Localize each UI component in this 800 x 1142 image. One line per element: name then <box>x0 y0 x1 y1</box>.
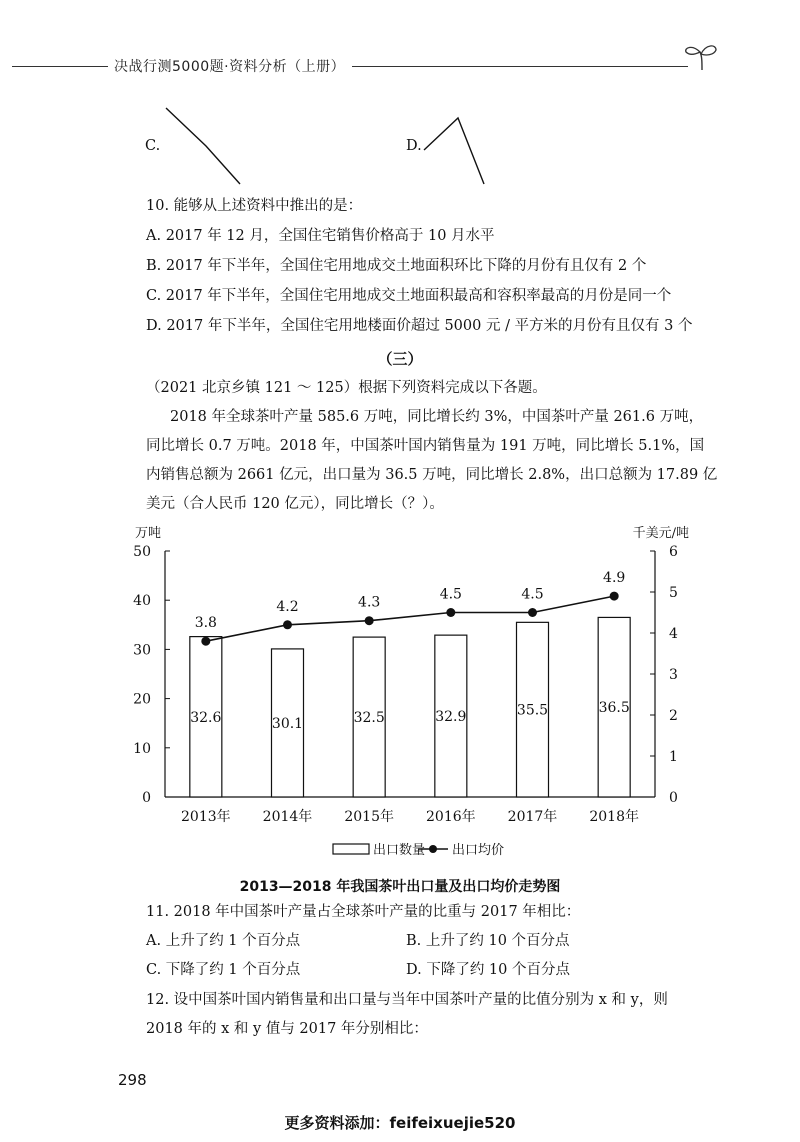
x-tick-label: 2013年 <box>181 809 231 825</box>
q11-option-a: A. 上升了约 1 个百分点 <box>146 933 301 949</box>
material-paragraph-line-4: 美元（合人民币 120 亿元），同比增长（？）。 <box>146 496 444 512</box>
q10-option-d: D. 2017 年下半年，全国住宅用地楼面价超过 5000 元 / 平方米的月份有且仅有 3 个 <box>146 318 693 334</box>
y-left-tick-label: 40 <box>133 593 151 610</box>
page-number: 298 <box>118 1071 147 1089</box>
line-point-export-price <box>528 608 537 617</box>
bar-value-label: 36.5 <box>598 700 630 717</box>
y-right-tick-label: 4 <box>669 626 678 642</box>
line-value-label: 4.2 <box>276 598 299 615</box>
q11-stem: 11. 2018 年中国茶叶产量占全球茶叶产量的比重与 2017 年相比： <box>146 904 581 920</box>
section-source: （2021 北京乡镇 121 ～ 125）根据下列资料完成以下各题。 <box>146 380 547 396</box>
y-right-tick-label: 1 <box>669 749 678 765</box>
line-point-export-price <box>365 616 374 625</box>
y-right-tick-label: 5 <box>669 585 678 601</box>
y-right-axis-label: 千美元/吨 <box>632 526 689 541</box>
y-left-tick-label: 50 <box>133 544 151 560</box>
header-title: 决战行测5000题·资料分析（上册） <box>114 59 346 75</box>
legend-swatch-bar <box>333 844 369 854</box>
chart-caption: 2013—2018 年我国茶叶出口量及出口均价走势图 <box>239 879 561 895</box>
y-left-axis-label: 万吨 <box>135 526 162 541</box>
y-left-tick-label: 0 <box>142 790 151 806</box>
q10-stem: 10. 能够从上述资料中推出的是： <box>146 198 363 214</box>
line-point-export-price <box>283 620 292 629</box>
line-value-label: 4.5 <box>521 586 544 603</box>
line-value-label: 4.9 <box>603 570 626 587</box>
legend-label-line: 出口均价 <box>452 843 505 858</box>
legend-label-bar: 出口数量 <box>373 843 426 858</box>
q11-option-c: C. 下降了约 1 个百分点 <box>146 962 301 978</box>
y-right-tick-label: 6 <box>669 544 678 560</box>
bar-value-label: 32.5 <box>353 710 385 727</box>
y-right-tick-label: 3 <box>669 667 678 683</box>
line-value-label: 4.5 <box>439 586 462 603</box>
y-left-tick-label: 20 <box>133 691 151 708</box>
q10-option-c: C. 2017 年下半年，全国住宅用地成交土地面积最高和容积率最高的月份是同一个 <box>146 288 672 304</box>
line-point-export-price <box>201 637 210 646</box>
y-right-tick-label: 2 <box>669 708 678 724</box>
q11-option-b: B. 上升了约 10 个百分点 <box>406 933 570 949</box>
line-point-export-price <box>610 592 619 601</box>
bar-value-label: 30.1 <box>271 715 304 732</box>
x-tick-label: 2017年 <box>507 809 558 825</box>
bar-value-label: 35.5 <box>516 702 549 719</box>
material-paragraph-line-2: 同比增长 0.7 万吨。2018 年，中国茶叶国内销售量为 191 万吨，同比增长 5.1%，国 <box>146 438 705 454</box>
y-left-tick-label: 10 <box>133 740 151 757</box>
line-value-label: 3.8 <box>194 615 217 632</box>
option-d-label: D. <box>406 138 422 154</box>
line-export-price <box>206 596 614 641</box>
line-value-label: 4.3 <box>358 594 381 611</box>
x-tick-label: 2014年 <box>262 809 313 825</box>
material-paragraph-line-3: 内销售总额为 2661 亿元，出口量为 36.5 万吨，同比增长 2.8%，出口总额为 17.89 亿 <box>146 467 718 483</box>
bar-value-label: 32.6 <box>190 709 222 726</box>
q10-option-a: A. 2017 年 12 月，全国住宅销售价格高于 10 月水平 <box>146 228 495 244</box>
y-right-tick-label: 0 <box>669 790 678 806</box>
option-c-label: C. <box>145 138 161 154</box>
footer-note: 更多资料添加：feifeixuejie520 <box>284 1114 516 1132</box>
material-paragraph-line-1: 2018 年全球茶叶产量 585.6 万吨，同比增长约 3%，中国茶叶产量 261.6 万吨， <box>170 409 704 425</box>
x-tick-label: 2016年 <box>426 809 476 825</box>
q12-stem-line-1: 12. 设中国茶叶国内销售量和出口量与当年中国茶叶产量的比值分别为 x 和 y，则 <box>146 992 668 1008</box>
q11-option-d: D. 下降了约 10 个百分点 <box>406 962 570 978</box>
q12-stem-line-2: 2018 年的 x 和 y 值与 2017 年分别相比： <box>146 1021 428 1037</box>
bar-value-label: 32.9 <box>435 709 467 726</box>
legend-swatch-marker <box>429 845 437 853</box>
y-left-tick-label: 30 <box>133 642 151 659</box>
section-title: （三） <box>377 350 423 368</box>
x-tick-label: 2018年 <box>589 809 639 825</box>
x-tick-label: 2015年 <box>344 809 394 825</box>
line-point-export-price <box>446 608 455 617</box>
q10-option-b: B. 2017 年下半年，全国住宅用地成交土地面积环比下降的月份有且仅有 2 个 <box>146 258 647 274</box>
